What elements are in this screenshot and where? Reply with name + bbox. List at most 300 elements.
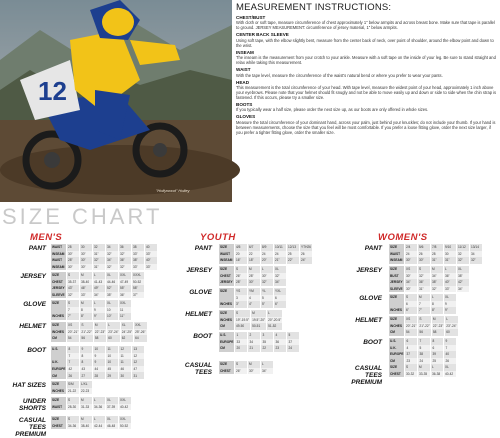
womens-jersey-table (388, 266, 470, 292)
row-header: INCHES (52, 329, 65, 334)
row-header: CM (219, 345, 234, 352)
row-header: INCHES (220, 317, 233, 322)
table-cell: 9/10 (444, 244, 456, 251)
table-cell: L (93, 272, 105, 279)
table-row (51, 353, 144, 360)
table-row (51, 300, 131, 307)
table-row (389, 273, 469, 280)
table-cell: 32" (274, 273, 286, 280)
womens-casual-tees-premium-label: CASUAL TEES PREMIUM (351, 365, 382, 386)
table-cell: 31" (93, 264, 105, 271)
table-row (51, 366, 144, 373)
table-cell: 8 (431, 301, 443, 308)
instruction-heading: GLOVES (236, 114, 256, 120)
row-header: CM (51, 335, 66, 342)
table-row (51, 307, 131, 314)
table-cell: 31" (431, 257, 443, 264)
table-cell: M (251, 310, 266, 317)
table-cell: 9 (93, 353, 105, 360)
table-cell: M (80, 300, 92, 307)
table-row (219, 339, 299, 346)
table-cell: 38 (132, 244, 144, 251)
table-row (219, 317, 282, 324)
womens-boot-table (388, 338, 457, 364)
table-cell: XL (106, 416, 118, 423)
table-cell: 9" (93, 313, 105, 320)
table-cell: XL (106, 300, 118, 307)
table-cell: L (267, 310, 282, 317)
table-cell: 29 (106, 372, 118, 379)
youth-pant-table (218, 244, 313, 264)
table-cell: 7 (67, 353, 79, 360)
table-cell: 16" (235, 257, 247, 264)
table-cell: 21-22 (67, 388, 79, 395)
table-cell: 30 (444, 251, 456, 258)
table-row (389, 364, 456, 371)
mens-pant-label: PANT (28, 245, 46, 252)
table-cell: 34" (431, 273, 443, 280)
table-cell: XL (444, 364, 456, 371)
row-header (219, 295, 234, 302)
table-cell: 34" (261, 368, 273, 375)
table-cell: XXXL (132, 272, 144, 279)
row-header: CM (51, 372, 66, 379)
table-cell: 24 (418, 358, 430, 365)
table-cell: 8" (80, 313, 92, 320)
row-header: CHEST (51, 279, 66, 286)
table-row (51, 279, 144, 286)
table-cell: M (418, 294, 430, 301)
table-cell: 3 (261, 332, 273, 339)
table-cell: 28" (248, 273, 260, 280)
table-cell: 33-35 (418, 371, 430, 378)
table-cell: 10 (106, 307, 118, 314)
table-cell: 4" (248, 301, 260, 308)
table-cell: 24 (287, 345, 299, 352)
table-cell: 49-50 (235, 323, 250, 330)
row-header: SIZE (51, 397, 66, 404)
table-cell: 43" (67, 285, 79, 292)
row-header (51, 353, 66, 360)
table-cell: 31-33 (80, 404, 92, 411)
row-header: INCHES (52, 388, 65, 393)
row-header: SIZE (389, 364, 404, 371)
table-row (389, 351, 456, 358)
table-cell: L (261, 266, 273, 273)
row-header: JERSEY (52, 286, 65, 291)
table-cell: 9 (93, 307, 105, 314)
table-cell: 44 (93, 366, 105, 373)
table-cell: 3" (235, 301, 247, 308)
table-cell: 31" (418, 286, 430, 293)
table-cell: 7 (418, 301, 430, 308)
table-cell: XL (121, 322, 133, 329)
table-cell: 32" (457, 257, 469, 264)
table-cell: S (67, 416, 79, 423)
instructions-list (236, 15, 498, 135)
row-header: SLEEVE (52, 293, 65, 298)
row-header: BUST (389, 273, 404, 280)
table-cell: 54 (405, 329, 417, 336)
table-cell: 38" (431, 279, 443, 286)
table-cell: 54 (67, 335, 79, 342)
table-cell: 30" (405, 257, 417, 264)
table-cell: 7" (67, 313, 79, 320)
table-cell: XXL (119, 272, 131, 279)
row-header: SIZE (51, 416, 66, 423)
table-cell: 35" (106, 292, 118, 299)
table-cell: XXL (119, 300, 131, 307)
table-row (219, 251, 312, 258)
table-cell: S (67, 397, 79, 404)
table-cell: 5 (287, 332, 299, 339)
table-cell: 10" (106, 313, 118, 320)
table-cell: 32" (93, 257, 105, 264)
mens-casual-tees-premium-table (50, 416, 132, 429)
table-row (51, 372, 144, 379)
row-header: INCHES (52, 314, 65, 319)
table-cell: 46" (80, 285, 92, 292)
womens-casual-tees-premium-table (388, 364, 457, 377)
table-cell: 28-30 (67, 404, 79, 411)
table-row (51, 388, 92, 395)
table-cell: L (431, 294, 443, 301)
mens-under-shorts-label: UNDER SHORTS (19, 398, 46, 412)
table-cell: 8 (80, 353, 92, 360)
table-cell: S (418, 316, 430, 323)
table-cell: 10 (106, 359, 118, 366)
table-row (219, 279, 286, 286)
womens-title: WOMEN'S (378, 232, 428, 243)
table-cell: S (80, 322, 92, 329)
table-cell: 42" (457, 279, 469, 286)
table-cell: 33" (145, 264, 157, 271)
table-row (219, 273, 286, 280)
table-cell: L (445, 316, 457, 323)
table-cell: M (94, 322, 106, 329)
table-cell: 6 (431, 345, 443, 352)
row-header: U.K. (51, 359, 66, 366)
table-cell: 11 (119, 359, 131, 366)
table-cell: S (235, 361, 247, 368)
table-cell: 28 (67, 244, 79, 251)
table-cell: 22-23 (80, 388, 92, 395)
row-header: U.S. (219, 332, 234, 339)
row-header: EUROPE (220, 339, 234, 344)
table-cell: XS (405, 266, 417, 273)
row-header (51, 307, 66, 314)
row-header: SIZE (219, 244, 234, 251)
table-row (389, 316, 458, 323)
table-cell: 23"-24" (108, 329, 119, 334)
row-header: EUROPE (390, 352, 404, 357)
row-header: CM (219, 323, 234, 330)
table-cell: 1 (235, 332, 247, 339)
table-cell: 32" (418, 273, 430, 280)
table-cell: XL (274, 266, 286, 273)
instruction-text: This measurement is the total circumference of your head. With tape level, measure the widest point of your head, approximately 1 inch above your eyebrows. Please note that your helmet should fit snugly and not be able to move easily up and down or side to side when the chin strap is fastened. If this occurs, please try a smaller size. (236, 85, 497, 101)
table-cell: 9 (444, 338, 456, 345)
table-cell: 30 (119, 372, 131, 379)
table-cell: 30-32 (405, 371, 417, 378)
row-header: SLEEVE (390, 287, 403, 292)
table-cell: 26 (300, 251, 312, 258)
table-cell: L (431, 364, 443, 371)
table-cell: M (418, 364, 430, 371)
table-cell: 34 (248, 339, 260, 346)
table-cell: 6" (274, 301, 286, 308)
measurement-instructions (236, 2, 498, 202)
table-cell: 11 (106, 346, 118, 353)
table-cell: 5" (261, 301, 273, 308)
table-cell: M (431, 266, 443, 273)
table-cell: 30" (248, 368, 260, 375)
table-cell: 31" (444, 257, 456, 264)
table-cell: YM (248, 288, 260, 295)
table-cell: 50-52 (132, 279, 144, 286)
rider-illustration (0, 0, 232, 202)
table-cell: 22 (261, 345, 273, 352)
table-cell: 22"-23" (94, 329, 106, 334)
row-header: CHEST (51, 423, 66, 430)
table-cell: XL (457, 266, 469, 273)
table-row (51, 244, 157, 251)
table-cell: 36" (119, 292, 131, 299)
table-cell: YL (261, 288, 273, 295)
table-cell: 32" (67, 292, 79, 299)
row-header: SIZE (51, 272, 66, 279)
table-cell: 7 (418, 338, 430, 345)
youth-title: YOUTH (200, 232, 236, 243)
table-cell: XL (106, 272, 118, 279)
row-header: U.K. (389, 345, 404, 352)
table-cell: S (67, 300, 79, 307)
table-cell: 49" (93, 285, 105, 292)
mens-jersey-label: JERSEY (20, 273, 46, 280)
table-cell: M (80, 397, 92, 404)
table-cell: 20" (261, 257, 273, 264)
table-cell: 12 (132, 353, 144, 360)
table-cell: 26 (418, 251, 430, 258)
table-cell: 19"-19.5" (236, 317, 250, 322)
row-header: SIZE (389, 266, 404, 273)
row-header: WAIST (51, 257, 66, 264)
table-cell: 5 (418, 345, 430, 352)
mens-title: MEN'S (30, 232, 63, 243)
table-cell: 25 (431, 358, 443, 365)
table-cell: 40" (444, 279, 456, 286)
table-cell: 28 (431, 251, 443, 258)
table-cell: L/XL (80, 381, 92, 388)
table-row (51, 313, 131, 320)
instruction-text: Using soft tape, with the elbow slightly bent, measure from the center back of neck, over point of shoulder, around the elbow point and down to the wrist. (236, 37, 494, 48)
table-cell: 3 (235, 295, 247, 302)
row-header: INSEAM (52, 265, 65, 270)
table-cell: 36" (444, 273, 456, 280)
table-row (219, 345, 299, 352)
row-header: CHEST (219, 273, 234, 280)
table-cell: 9 (80, 346, 92, 353)
table-cell: 34" (457, 286, 469, 293)
table-cell: 6 (405, 338, 417, 345)
instruction-text: The inseam is the measurement from your crotch to your ankle. Measure with a soft tape on the inside of your leg. Be sure to stand straight and relax while taking this measurement. (236, 55, 496, 66)
table-cell: L (444, 266, 456, 273)
table-cell: 9 (93, 359, 105, 366)
table-row (389, 345, 456, 352)
table-cell: 33" (132, 264, 144, 271)
table-cell: 33" (145, 251, 157, 258)
table-cell: 28 (93, 372, 105, 379)
table-cell: 30" (261, 273, 273, 280)
table-cell: 30" (405, 286, 417, 293)
womens-glove-table (388, 294, 457, 314)
table-cell: XXL (134, 322, 146, 329)
table-cell: 22 (248, 251, 260, 258)
womens-boot-label: BOOT (363, 339, 382, 346)
table-cell: 10/11 (274, 244, 286, 251)
table-row (51, 416, 131, 423)
youth-glove-table (218, 288, 287, 308)
table-row (389, 257, 482, 264)
table-row (219, 332, 299, 339)
row-header: INCHES (220, 302, 233, 307)
table-cell: 24 (405, 251, 417, 258)
table-cell: M (80, 416, 92, 423)
row-header: EUROPE (52, 367, 66, 372)
table-cell: 5/6 (418, 244, 430, 251)
table-cell: 8" (431, 307, 443, 314)
table-cell: 21" (274, 257, 286, 264)
table-cell: 11 (119, 307, 131, 314)
instruction-heading: CHEST/BUST (236, 15, 266, 20)
row-header: WAIST (51, 404, 66, 411)
table-cell: L (93, 416, 105, 423)
table-cell: L (93, 397, 105, 404)
table-cell: S (67, 272, 79, 279)
table-cell: 9" (444, 307, 456, 314)
youth-section (200, 232, 236, 243)
table-cell: 64 (134, 335, 146, 342)
table-cell: 12 (132, 359, 144, 366)
mens-boot-label: BOOT (27, 347, 46, 354)
table-cell: 10 (106, 353, 118, 360)
mens-glove-label: GLOVE (23, 301, 46, 308)
table-cell: 12/13 (287, 244, 299, 251)
row-header: SIZE (219, 266, 234, 273)
instruction-text: If you typically wear a half size, please order the next size up, as our boots are only offered in whole sizes. (236, 107, 429, 113)
row-header: WAIST (219, 251, 234, 258)
mens-pant-table (50, 244, 158, 270)
womens-helmet-table (388, 316, 459, 336)
table-cell: 36-38 (431, 371, 443, 378)
table-cell: 26 (67, 372, 79, 379)
table-row (389, 307, 456, 314)
youth-glove-label: GLOVE (189, 289, 212, 296)
table-row (51, 381, 92, 388)
table-cell: 50-52 (119, 423, 131, 430)
row-header: SIZE (389, 294, 404, 301)
table-cell: 13/14 (470, 244, 482, 251)
table-cell: S (235, 266, 247, 273)
table-cell: 30" (405, 273, 417, 280)
table-cell: 20"-21" (406, 323, 417, 328)
table-row (219, 301, 286, 308)
table-cell: XL (106, 397, 118, 404)
row-header: JERSEY (390, 280, 403, 285)
table-cell: S (405, 294, 417, 301)
table-cell: 7 (67, 359, 79, 366)
table-row (51, 272, 144, 279)
table-cell: 60 (445, 329, 457, 336)
table-cell: 56 (418, 329, 430, 336)
table-cell: 46 (119, 366, 131, 373)
table-cell: 32" (470, 257, 482, 264)
table-cell: 37 (287, 339, 299, 346)
womens-helmet-label: HELMET (355, 317, 382, 324)
youth-casual-tees-table (218, 361, 274, 374)
instruction-text: Measure the total circumference of your dominant hand, across your palm, just behind your knuckles; do not include your thumb. If your hand is between measurements, choose the size that you feel will be most comfortable. If you prefer a loose fitting glove, order the next size larger, if you prefer a tighter fitting glove, order the smaller size. (236, 119, 496, 135)
mens-helmet-label: HELMET (19, 323, 46, 330)
table-cell: 33" (444, 286, 456, 293)
row-header: SIZE (219, 361, 234, 368)
table-cell: 36" (418, 279, 430, 286)
mens-under-shorts-table (50, 397, 132, 410)
table-row (389, 266, 469, 273)
womens-pant-label: PANT (364, 245, 382, 252)
table-cell: 4 (405, 345, 417, 352)
table-cell: 42 (67, 366, 79, 373)
table-cell: 31" (93, 251, 105, 258)
table-cell: 11 (119, 353, 131, 360)
table-cell: 20 (235, 251, 247, 258)
row-header: SIZE (51, 322, 66, 329)
row-header: U.S. (389, 338, 404, 345)
table-row (51, 322, 147, 329)
mens-boot-table (50, 346, 145, 379)
table-cell: XS (405, 316, 417, 323)
table-row (51, 264, 157, 271)
table-cell: 32" (119, 251, 131, 258)
table-row (219, 257, 312, 264)
table-cell: 38 (418, 351, 430, 358)
row-header: SIZE (219, 310, 234, 317)
table-cell: 21 (248, 345, 260, 352)
table-cell: 23 (405, 358, 417, 365)
table-row (51, 335, 147, 342)
table-cell: M (248, 361, 260, 368)
table-cell: M (80, 272, 92, 279)
table-cell: 38-40 (80, 279, 92, 286)
row-header: INSEAM (220, 258, 233, 263)
row-header: SIZE (51, 381, 66, 388)
table-cell: 8 (431, 338, 443, 345)
table-cell: 2 (248, 332, 260, 339)
table-cell: 24 (274, 251, 286, 258)
table-row (389, 251, 482, 258)
row-header: CHEST (389, 371, 404, 378)
mens-glove-table (50, 300, 132, 320)
instruction-heading: WAIST (236, 67, 251, 73)
table-cell: XL (444, 294, 456, 301)
table-cell: 36" (119, 257, 131, 264)
table-cell: 46-48 (106, 423, 118, 430)
table-cell: 34-36 (93, 404, 105, 411)
table-row (389, 329, 458, 336)
table-cell: 32" (106, 264, 118, 271)
table-cell: L (93, 300, 105, 307)
table-cell: 32 (93, 244, 105, 251)
table-cell: S/M (67, 381, 79, 388)
